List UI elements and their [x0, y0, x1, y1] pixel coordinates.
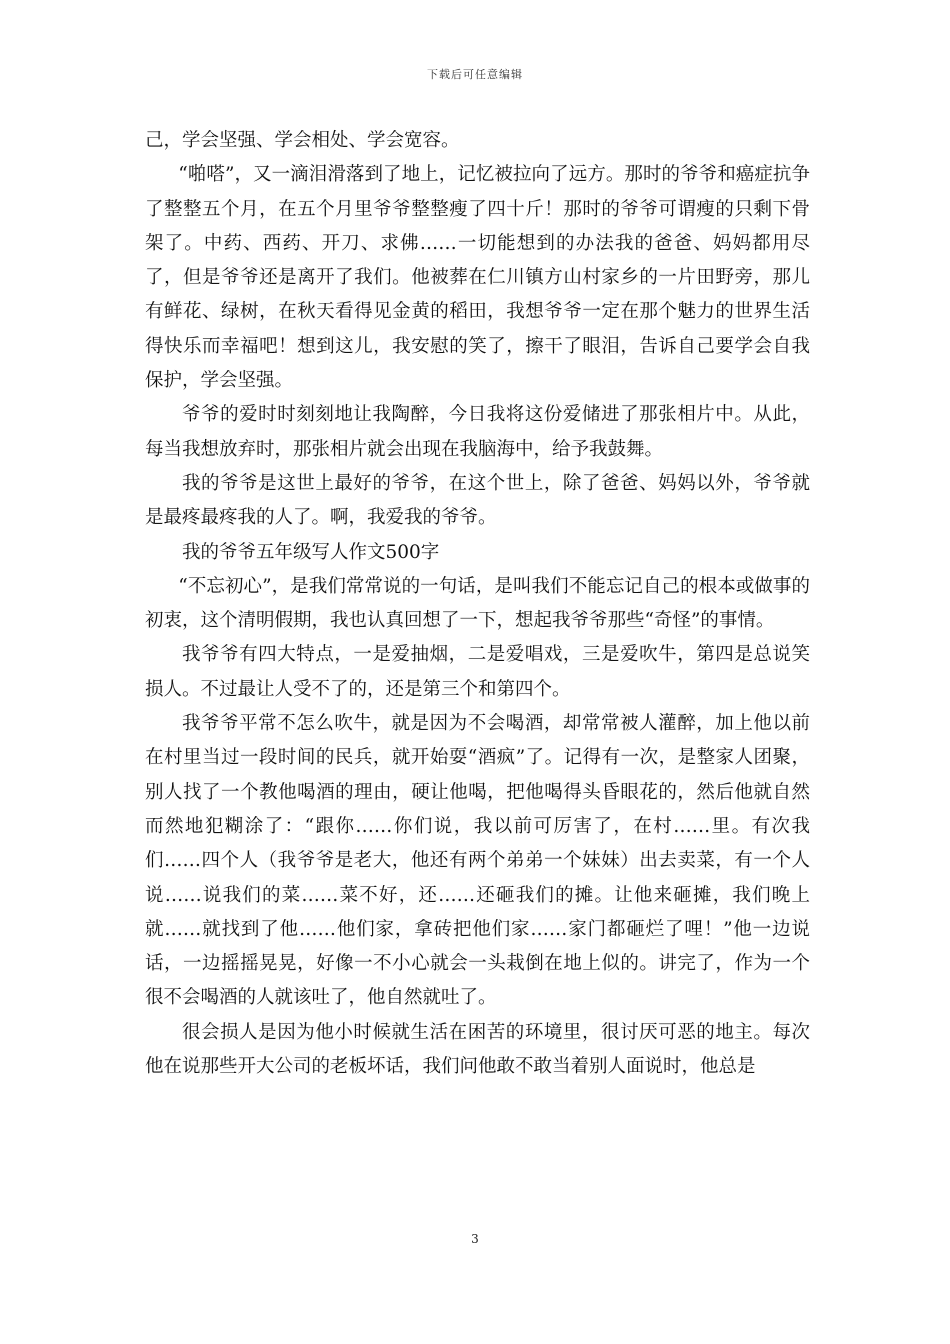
- paragraph: 己，学会坚强、学会相处、学会宽容。: [145, 130, 460, 151]
- paragraph: “不忘初心”，是我们常常说的一句话，是叫我们不能忘记自己的根本或做事的初衷，这个清明假期，我也认真回想了一下，想起我爷爷那些“奇怪”的事情。: [145, 575, 810, 632]
- paragraph: 我爷爷有四大特点，一是爱抽烟，二是爱唱戏，三是爱吹牛，第四是总说笑损人。不过最让人受不了的，还是第三个和第四个。: [145, 644, 810, 700]
- paragraph: 爷爷的爱时时刻刻地让我陶醉，今日我将这份爱储进了那张相片中。从此，每当我想放弃时，那张相片就会出现在我脑海中，给予我鼓舞。: [145, 404, 810, 460]
- section-title: 我的爷爷五年级写人作文500字: [182, 541, 440, 563]
- page-header: 下载后可任意编辑: [427, 68, 523, 81]
- paragraph: 我的爷爷是这世上最好的爷爷，在这个世上，除了爸爸、妈妈以外，爷爷就是最疼最疼我的人了。啊，我爱我的爷爷。: [145, 472, 810, 529]
- page-number: 3: [471, 1232, 479, 1246]
- paragraph: 我爷爷平常不怎么吹牛，就是因为不会喝酒，却常常被人灌醉，加上他以前在村里当过一段时间的民兵，就开始耍“酒疯”了。记得有一次，是整家人团聚，别人找了一个教他喝酒的理由，硬让他喝，把他喝得头昏眼花的，然后他就自然而然地犯糊涂了：“跟你……你们说，我以前可厉害了，在村……里。有次我们……四个人（我爷爷是老大，他还有两个弟弟一个妹妹）出去卖菜，有一个人说……说我们的菜……菜不好，还……还砸我们的摊。让他来砸摊，我们晚上就……就找到了他……他们家，拿砖把他们家……家门都砸烂了哩！”他一边说话，一边摇摇晃晃，好像一不小心就会一头栽倒在地上似的。讲完了，作为一个很不会喝酒的人就该吐了，他自然就吐了。: [145, 713, 810, 1009]
- paragraph: “啪嗒”，又一滴泪滑落到了地上，记忆被拉向了远方。那时的爷爷和癌症抗争了整整五个月，在五个月里爷爷整整瘦了四十斤！那时的爷爷可谓瘦的只剩下骨架了。中药、西药、开刀、求佛……一切能想到的办法我的爸爸、妈妈都用尽了，但是爷爷还是离开了我们。他被葬在仁川镇方山村家乡的一片田野旁，那儿有鲜花、绿树，在秋天看得见金黄的稻田，我想爷爷一定在那个魅力的世界生活得快乐而幸福吧！想到这儿，我安慰的笑了，擦干了眼泪，告诉自己要学会自我保护，学会坚强。: [145, 164, 810, 392]
- document-body: [145, 124, 810, 1084]
- paragraph: 很会损人是因为他小时候就生活在困苦的环境里，很讨厌可恶的地主。每次他在说那些开大公司的老板坏话，我们问他敢不敢当着别人面说时，他总是: [145, 1021, 810, 1078]
